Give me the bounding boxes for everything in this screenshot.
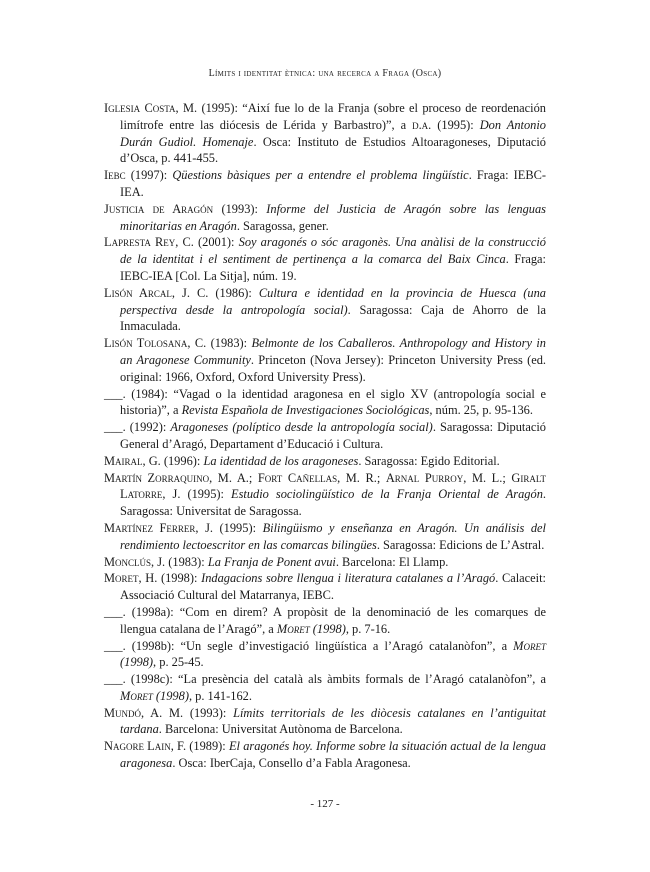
bibliography-entry [104,570,546,604]
entry-text: . Fraga: IEBC-IEA [Col. La Sitja], núm. 19. [120,252,547,283]
entry-text: ___. (1992): [104,420,171,435]
entry-text: ___. (1998b): “Un segle d’investigació lingüística a l’Aragó catalanòfon”, a [104,638,514,653]
italic-title: Bilingüismo y enseñanza en Aragón. Un análisis del rendimiento lectoescritor en las comarcas bilingües [120,520,546,552]
entry-text: , H. (1998): [138,571,202,586]
italic-title: Límits territorials de les diòcesis catalanes en l’antiguitat tardana [120,705,546,737]
entry-text: , M. R.; [337,470,386,485]
italic-title: La Franja de Ponent avui [207,554,336,569]
author-name: Nagore Lain [104,739,171,754]
author-name: Justicia de Aragón [104,201,214,216]
bibliography-entry [104,554,546,571]
bibliography-entry [104,638,546,672]
entry-text: , F. (1989): [170,739,229,754]
entry-text: . Saragossa: Universitat de Saragossa. [120,487,546,519]
italic-title: Don Antonio Durán Gudiol. Homenaje [120,117,546,149]
italic-title: Moret (1998) [120,638,546,670]
author-name: Martínez Ferrer [104,520,196,535]
bibliography-entry [104,234,546,284]
author-name: Iglesia Costa [104,101,176,115]
italic-title: Cultura e identidad en la provincia de Huesca (una perspectiva desde la antropología social) [120,285,547,317]
entry-text: , J. (1983): [151,554,208,569]
entry-text: . Saragossa: Egido Editorial. [358,453,500,468]
entry-text: , M. L.; [463,470,512,485]
entry-text: . Osca: Instituto de Estudios Altoaragoneses, Diputació d’Osca, p. 441-455. [120,134,546,166]
entry-text: (1997): [125,168,173,183]
entry-text: . Princeton (Nova Jersey): Princeton University Press (ed. original: 1966, Oxford, Oxford University Press). [120,352,546,384]
entry-text: , J. C. (1986): [171,285,259,300]
bibliography-entry [104,201,546,235]
author-name: Mundó [104,705,142,720]
author-name: Martín Zorraquino [104,470,210,485]
entry-text: , M. (1995): “Així fue lo de la Franja (sobre el proceso de reordenación limítrofe entre las diócesis de Lérida y Barbastro)”, a [120,101,546,132]
entry-text: , C. (1983): [187,336,252,351]
entry-text: . Osca: IberCaja, Consello d’a Fabla Aragonesa. [172,756,411,771]
italic-title: La identidad de los aragoneses [203,453,359,468]
entry-text: , C. (2001): [175,235,239,250]
entry-text: , p. 141-162. [188,688,252,703]
italic-title: Belmonte de los Caballeros. Anthropology and History in an Aragonese Community [120,336,546,367]
author-name: Mairal [104,453,143,468]
entry-text: . Saragossa: Caja de Ahorro de la Inmaculada. [120,302,546,334]
italic-title: Revista Española de Investigaciones Sociológicas [181,403,430,418]
italic-title: Moret (1998) [276,621,346,636]
entry-text: ___. (1998a): “Com en direm? A propòsit de la denominació de les comarques de llengua catalana de l’Aragó”, a [104,604,546,636]
running-header: Límits i identitat ètnica: una recerca a Fraga (Osca) [208,68,442,79]
entry-text: , p. 7-16. [345,621,391,636]
bibliography-entry [104,285,546,335]
entry-text: (1993): [213,201,267,216]
bibliography-entry [104,671,546,705]
entry-text: . Barcelona: Universitat Autònoma de Barcelona. [158,722,403,737]
author-name: Iebc [104,168,126,183]
bibliography-entry [104,386,546,420]
entry-text: (1995): [431,117,480,132]
entry-text: . Saragossa, gener. [236,218,329,233]
italic-title: Indagacions sobre llengua i literatura catalanes a l’Aragó [201,571,496,586]
bibliography-entry [104,738,546,772]
entry-text: ___. (1984): “Vagad o la identidad aragonesa en el siglo XV (antropología social e historia)”, a [104,386,546,418]
bibliography-entry [104,470,546,520]
entry-text: , M. A.; [209,470,258,485]
author-name: Lisón Tolosana [104,336,188,351]
entry-text: , J. (1995): [195,520,263,535]
author-name: Lisón Arcal [104,285,172,300]
entry-text: ___. (1998c): “La presència del català als àmbits formals de l’Aragó catalanòfon”, a [104,672,546,687]
entry-text: , A. M. (1993): [141,705,234,720]
bibliography-entry [104,705,546,739]
bibliography-entry [104,335,546,385]
bibliography-entry [104,453,546,470]
author-name: Lapresta Rey [104,235,176,250]
author-name: Monclús [104,554,152,569]
entry-text: , núm. 25, p. 95-136. [429,403,533,418]
italic-title: Soy aragonés o sóc aragonès. Una anàlisi de la construcció de la identitat i el sentiment de pertinença a la comarca del Baix Cinca [120,235,547,267]
author-name: d.a. [412,117,432,132]
author-name: Giralt Latorre [120,470,546,502]
author-name: Moret [104,571,139,586]
italic-title: Aragoneses (políptico desde la antropología social) [170,420,433,435]
bibliography-entry [104,100,546,167]
entry-text: . Calaceit: Associació Cultural del Matarranya, IEBC. [120,571,546,603]
bibliography-entry [104,419,546,453]
author-name: Fort Cañellas [257,470,338,485]
entry-text: . Saragossa: Edicions de L’Astral. [376,537,545,552]
page-number: - 127 - [310,798,340,810]
entry-text: , G. (1996): [142,453,204,468]
entry-text: , p. 25-45. [153,655,204,670]
entry-text: , J. (1995): [162,487,231,502]
author-name: Arnal Purroy [385,470,464,485]
italic-title: Informe del Justicia de Aragón sobre las lenguas minoritarias en Aragón [120,201,546,233]
entry-text: . Fraga: IEBC-IEA. [120,168,546,199]
italic-title: Qüestions bàsiques per a entendre el problema lingüístic [172,168,469,183]
entry-text: . Saragossa: Diputació General d’Aragó, Departament d’Educació i Cultura. [120,420,546,451]
bibliography-list [104,100,546,772]
italic-title: Moret (1998) [120,688,189,703]
italic-title: Estudio sociolingüístico de la Franja Oriental de Aragón [231,487,543,502]
italic-title: El aragonés hoy. Informe sobre la situación actual de la lengua aragonesa [120,739,546,771]
bibliography-entry [104,520,546,554]
bibliography-entry [104,604,546,638]
entry-text: . Barcelona: El Llamp. [335,554,449,569]
bibliography-entry [104,167,546,201]
